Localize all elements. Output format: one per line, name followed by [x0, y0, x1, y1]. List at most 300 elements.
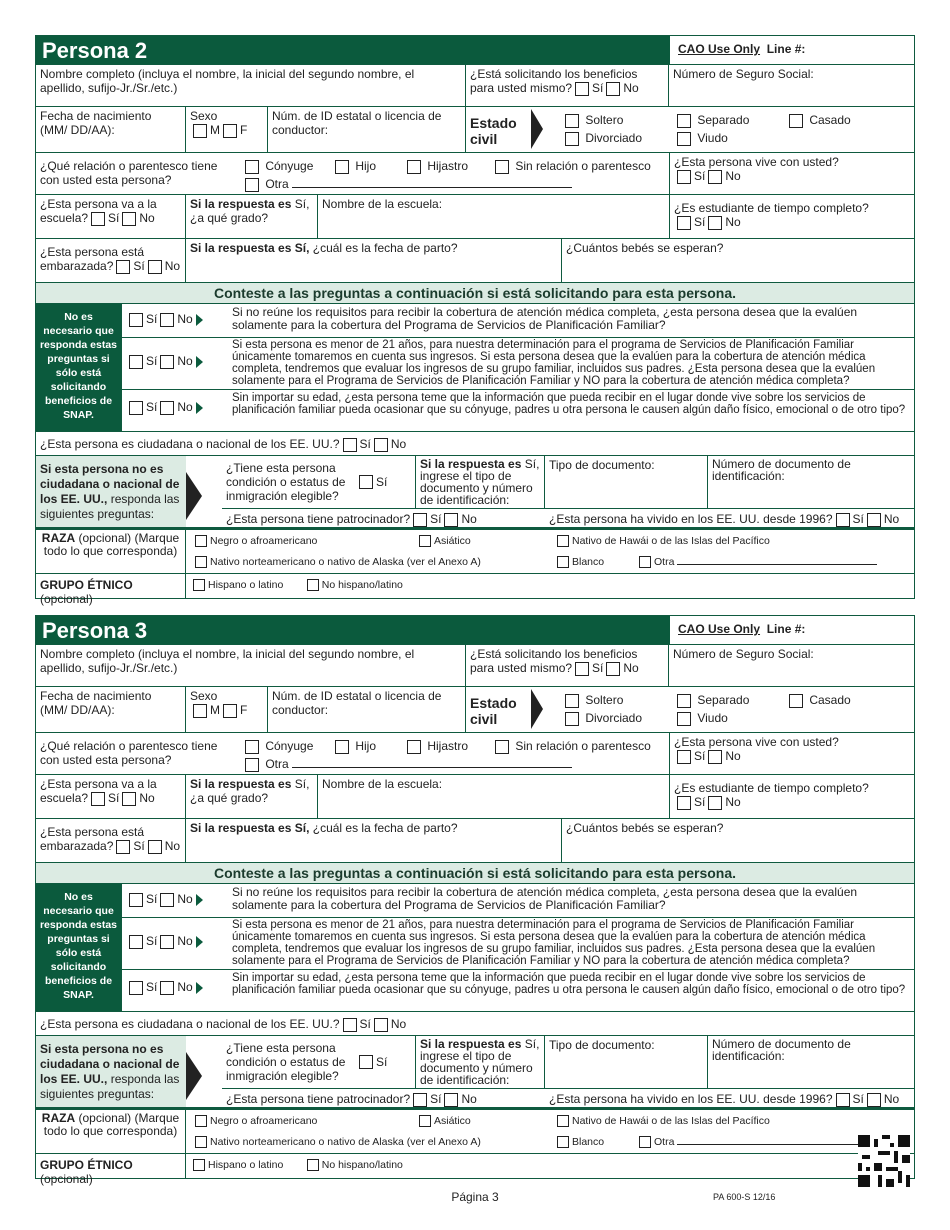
person-section-3 — [35, 615, 915, 1186]
citizen-no-checkbox[interactable] — [374, 438, 388, 452]
yes-label: Sí — [694, 795, 706, 809]
school-label: ¿Esta persona va a la escuela? — [40, 777, 157, 805]
lives-yes-checkbox[interactable] — [677, 750, 691, 764]
race-native-checkbox[interactable] — [195, 556, 207, 568]
ethnic-bold-label: GRUPO ÉTNICO — [40, 578, 133, 592]
applying-yes-checkbox[interactable] — [575, 82, 589, 96]
ifyes-bold-label: Si la respuesta es — [420, 457, 522, 471]
lives-label: ¿Esta persona vive con usted? — [674, 155, 839, 169]
person-title: Persona 2 — [36, 36, 670, 64]
citizen-label: ¿Esta persona es ciudadana o nacional de los EE. UU.? — [40, 1017, 340, 1031]
since1996-label: ¿Esta persona ha vivido en los EE. UU. desde 1996? — [549, 512, 833, 526]
yes-label: Sí — [694, 169, 706, 183]
immigration-question — [222, 1036, 415, 1088]
since1996-no-checkbox[interactable] — [867, 1093, 881, 1107]
race-options — [186, 530, 914, 573]
lives-with-you — [670, 153, 914, 194]
yes-label: Sí — [359, 1017, 371, 1031]
fulltime-no-checkbox[interactable] — [708, 216, 722, 230]
separado-label: Separado — [697, 693, 750, 707]
applying-no-checkbox[interactable] — [606, 662, 620, 676]
grade-bold-label: Si la respuesta es — [190, 777, 292, 791]
sin-relacion-checkbox[interactable] — [495, 740, 509, 754]
race-white-label: Blanco — [572, 556, 605, 568]
due-date-field[interactable] — [186, 819, 562, 862]
q2-text: Si esta persona es menor de 21 años, para nuestra determinación para el programa de Servicios de Planificación Familiar únicamente tomaremos en cuenta sus ingresos. Si esta persona desea que la evalúen para la cobertura de atención médica completa, tendremos que evaluar los ingresos de su grupo familiar, incluidos sus padres. ¿Esta persona desea que la evalúen solamente para el Programa de Servicios de Planificación Familiar y NO para la cobertura de atención médica completa? — [232, 919, 876, 967]
pregnant-no-checkbox[interactable] — [148, 840, 162, 854]
no-label: No — [390, 437, 407, 451]
snap-note: No es necesario que responda estas preguntas si sólo está solicitando beneficios de SNAP. — [36, 304, 122, 431]
conyuge-checkbox[interactable] — [245, 740, 259, 754]
babies-label: ¿Cuántos bebés se esperan? — [566, 821, 724, 835]
yes-label: Sí — [146, 934, 158, 948]
full-name-label: Nombre completo (incluya el nombre, la inicial del segundo nombre, el apellido, sufijo-Jr./Sr./etc.) — [40, 647, 415, 675]
q3-no-checkbox[interactable] — [160, 401, 174, 415]
race-options — [186, 1110, 914, 1153]
otra-input[interactable] — [292, 767, 572, 768]
conyuge-label: Cónyuge — [265, 739, 314, 753]
relationship-question — [36, 733, 670, 774]
yes-label: Sí — [592, 81, 604, 95]
soltero-checkbox[interactable] — [565, 114, 579, 128]
race-asian-checkbox[interactable] — [419, 535, 431, 547]
race-other-label: Otra — [654, 1136, 675, 1148]
soltero-checkbox[interactable] — [565, 694, 579, 708]
sin-relacion-checkbox[interactable] — [495, 160, 509, 174]
school-yes-checkbox[interactable] — [91, 792, 105, 806]
grade-label: Sí, ¿a qué grado? — [190, 777, 310, 805]
doc-type-field[interactable] — [545, 456, 708, 508]
yes-label: Sí — [146, 354, 158, 368]
due-label: ¿cuál es la fecha de parto? — [312, 241, 458, 255]
no-label: No — [177, 312, 193, 326]
school-name-label: Nombre de la escuela: — [322, 197, 443, 211]
sin-relacion-label: Sin relación o parentesco — [515, 159, 651, 173]
q1-no-checkbox[interactable] — [160, 313, 174, 327]
arrow-icon — [196, 356, 203, 368]
ssn-field[interactable] — [669, 65, 914, 106]
noncitizen-note — [36, 1036, 186, 1107]
f-label: F — [240, 123, 248, 137]
casado-label: Casado — [809, 113, 851, 127]
noncitizen-label: responda las siguientes preguntas: — [40, 1072, 180, 1101]
school-name-field[interactable] — [318, 775, 670, 818]
ethnic-bold-label: GRUPO ÉTNICO — [40, 1158, 133, 1172]
divorciado-checkbox[interactable] — [565, 712, 579, 726]
fulltime-question — [670, 195, 914, 238]
relation-label: ¿Qué relación o parentesco tiene con usted esta persona? — [40, 739, 218, 767]
hispanic-checkbox[interactable] — [193, 1159, 205, 1171]
noncitizen-bold-label: Si esta persona no es ciudadana o nacional de los EE. UU., — [40, 462, 180, 506]
ifyes-note — [415, 456, 545, 508]
immig-yes-checkbox[interactable] — [359, 1055, 373, 1069]
school-no-checkbox[interactable] — [122, 212, 136, 226]
grade-label: Sí, ¿a qué grado? — [190, 197, 310, 225]
hijastro-label: Hijastro — [427, 739, 469, 753]
otra-label: Otra — [265, 757, 289, 771]
line-label: Line #: — [766, 622, 806, 636]
q3-yes-checkbox[interactable] — [129, 981, 143, 995]
lives-with-you — [670, 733, 914, 774]
yes-label: Sí — [430, 1092, 442, 1106]
hispanic-checkbox[interactable] — [193, 579, 205, 591]
sponsor-label: ¿Esta persona tiene patrocinador? — [226, 512, 411, 526]
yes-label: Sí — [592, 661, 604, 675]
race-hawaii-checkbox[interactable] — [557, 535, 569, 547]
sex-m-checkbox[interactable] — [193, 704, 207, 718]
doc-number-field[interactable] — [708, 1036, 914, 1088]
hijo-checkbox[interactable] — [335, 160, 349, 174]
ifyes-label: Sí, ingrese el tipo de documento y número de identificación: — [420, 457, 540, 507]
immig-yes-checkbox[interactable] — [359, 475, 373, 489]
since1996-yes-checkbox[interactable] — [836, 1093, 850, 1107]
sex-m-checkbox[interactable] — [193, 124, 207, 138]
ssn-label: Número de Seguro Social: — [673, 647, 814, 661]
applying-label: ¿Está solicitando los beneficios para usted mismo? — [470, 67, 638, 95]
race-asian-label: Asiático — [434, 535, 471, 547]
citizen-yes-checkbox[interactable] — [343, 1018, 357, 1032]
race-white-checkbox[interactable] — [557, 1136, 569, 1148]
due-bold-label: Si la respuesta es Sí, — [190, 241, 310, 255]
citizen-yes-checkbox[interactable] — [343, 438, 357, 452]
no-label: No — [164, 839, 181, 853]
marital-status — [466, 107, 914, 152]
sex-label: Sexo — [190, 689, 218, 703]
pregnant-no-checkbox[interactable] — [148, 260, 162, 274]
soltero-label: Soltero — [585, 693, 624, 707]
no-label: No — [883, 1092, 900, 1106]
arrow-icon — [196, 982, 203, 994]
answer-bar: Conteste a las preguntas a continuación si está solicitando para esta persona. — [36, 283, 914, 304]
cao-use-only — [670, 616, 914, 644]
lives-yes-checkbox[interactable] — [677, 170, 691, 184]
yes-label: Sí — [359, 437, 371, 451]
doc-number-field[interactable] — [708, 456, 914, 508]
due-date-field[interactable] — [186, 239, 562, 282]
school-question — [36, 195, 186, 238]
no-label: No — [725, 749, 741, 763]
noncitizen-label: responda las siguientes preguntas: — [40, 492, 180, 521]
race-white-checkbox[interactable] — [557, 556, 569, 568]
full-name-label: Nombre completo (incluya el nombre, la inicial del segundo nombre, el apellido, sufijo-Jr./Sr./etc.) — [40, 67, 415, 95]
race-white-label: Blanco — [572, 1136, 605, 1148]
otra-label: Otra — [265, 177, 289, 191]
q1-yes-checkbox[interactable] — [129, 893, 143, 907]
race-black-label: Negro o afroamericano — [210, 1115, 318, 1127]
sex-f-checkbox[interactable] — [223, 704, 237, 718]
sponsor-question — [222, 1089, 545, 1110]
race-hawaii-checkbox[interactable] — [557, 1115, 569, 1127]
immig-label: ¿Tiene esta persona condición o estatus de inmigración elegible? — [226, 461, 346, 503]
no-label: No — [177, 354, 193, 368]
arrow-icon — [186, 472, 202, 520]
fulltime-no-checkbox[interactable] — [708, 796, 722, 810]
viudo-label: Viudo — [697, 711, 728, 725]
dob-field[interactable] — [36, 687, 186, 732]
conyuge-label: Cónyuge — [265, 159, 314, 173]
nonhispanic-checkbox[interactable] — [307, 579, 319, 591]
q2-yes-checkbox[interactable] — [129, 355, 143, 369]
no-label: No — [390, 1017, 407, 1031]
due-label: ¿cuál es la fecha de parto? — [312, 821, 458, 835]
sex-field — [186, 107, 268, 152]
race-native-checkbox[interactable] — [195, 1136, 207, 1148]
ethnic-label — [36, 574, 186, 606]
divorciado-checkbox[interactable] — [565, 132, 579, 146]
race-label — [36, 530, 186, 573]
state-id-field[interactable] — [268, 107, 466, 152]
pregnant-label: ¿Esta persona está embarazada? — [40, 825, 145, 853]
pregnant-yes-checkbox[interactable] — [116, 260, 130, 274]
state-id-field[interactable] — [268, 687, 466, 732]
q2-no-checkbox[interactable] — [160, 355, 174, 369]
fulltime-label: ¿Es estudiante de tiempo completo? — [674, 781, 869, 795]
ethnic-label — [36, 1154, 186, 1186]
applying-yes-checkbox[interactable] — [575, 662, 589, 676]
race-asian-checkbox[interactable] — [419, 1115, 431, 1127]
yes-label: Sí — [694, 749, 706, 763]
nonhispanic-checkbox[interactable] — [307, 1159, 319, 1171]
fulltime-yes-checkbox[interactable] — [677, 796, 691, 810]
ethnic-label: (opcional) — [40, 1172, 93, 1186]
race-other-label: Otra — [654, 556, 675, 568]
no-label: No — [725, 169, 741, 183]
arrow-icon — [196, 314, 203, 326]
divorciado-label: Divorciado — [585, 131, 643, 145]
race-label — [36, 1110, 186, 1153]
applying-no-checkbox[interactable] — [606, 82, 620, 96]
person-title: Persona 3 — [36, 616, 670, 644]
hijastro-checkbox[interactable] — [407, 160, 421, 174]
id-num-label: Núm. de ID estatal o licencia de conductor: — [272, 109, 442, 137]
q1-no-checkbox[interactable] — [160, 893, 174, 907]
sex-f-checkbox[interactable] — [223, 124, 237, 138]
lives-no-checkbox[interactable] — [708, 170, 722, 184]
no-label: No — [725, 795, 741, 809]
separado-label: Separado — [697, 113, 750, 127]
race-black-checkbox[interactable] — [195, 1115, 207, 1127]
due-bold-label: Si la respuesta es Sí, — [190, 821, 310, 835]
since1996-yes-checkbox[interactable] — [836, 513, 850, 527]
lives-label: ¿Esta persona vive con usted? — [674, 735, 839, 749]
race-other-input[interactable] — [677, 564, 877, 565]
cao-label: CAO Use Only — [678, 42, 761, 56]
yes-label: Sí — [133, 839, 145, 853]
yes-label: Sí — [430, 512, 442, 526]
otra-checkbox[interactable] — [245, 758, 259, 772]
full-name-field[interactable] — [36, 645, 466, 686]
no-label: No — [461, 512, 477, 526]
otra-input[interactable] — [292, 187, 572, 188]
raza-bold-label: RAZA — [41, 531, 76, 545]
noncitizen-note — [36, 456, 186, 527]
race-black-label: Negro o afroamericano — [210, 535, 318, 547]
person-section-2 — [35, 35, 915, 606]
pregnant-question — [36, 239, 186, 282]
hijo-checkbox[interactable] — [335, 740, 349, 754]
yes-label: Sí — [376, 1055, 388, 1069]
doc-type-label: Tipo de documento: — [549, 1038, 655, 1052]
full-name-field[interactable] — [36, 65, 466, 106]
race-other-checkbox[interactable] — [639, 1136, 651, 1148]
q3-text: Sin importar su edad, ¿esta persona teme que la información que pueda recibir en el lugar donde vive sobre los servicios de planificación familiar pueda ocasionar que su cónyuge, padres u otra persona le causen algún daño físico, emocional o de otro tipo? — [232, 392, 906, 416]
q1-text: Si no reúne los requisitos para recibir la cobertura de atención médica completa, ¿esta persona desea que la evalúen solamente para la cobertura del Programa de Servicios de Planificación Familiar? — [232, 305, 858, 332]
school-no-checkbox[interactable] — [122, 792, 136, 806]
yes-label: Sí — [376, 475, 388, 489]
viudo-checkbox[interactable] — [677, 712, 691, 726]
doc-type-field[interactable] — [545, 1036, 708, 1088]
cao-use-only — [670, 36, 914, 64]
ssn-field[interactable] — [669, 645, 914, 686]
no-label: No — [164, 259, 181, 273]
pregnant-question — [36, 819, 186, 862]
applying-question — [466, 645, 669, 686]
sex-label: Sexo — [190, 109, 218, 123]
since1996-no-checkbox[interactable] — [867, 513, 881, 527]
otra-checkbox[interactable] — [245, 178, 259, 192]
marital-label: Estado civil — [470, 695, 517, 727]
q1-yes-checkbox[interactable] — [129, 313, 143, 327]
race-asian-label: Asiático — [434, 1115, 471, 1127]
sponsor-yes-checkbox[interactable] — [413, 513, 427, 527]
q3-no-checkbox[interactable] — [160, 981, 174, 995]
yes-label: Sí — [852, 512, 864, 526]
sponsor-question — [222, 509, 545, 530]
id-num-label: Núm. de ID estatal o licencia de conductor: — [272, 689, 442, 717]
nonhispanic-label: No hispano/latino — [321, 1159, 403, 1171]
arrow-icon — [531, 109, 543, 149]
school-label: ¿Esta persona va a la escuela? — [40, 197, 157, 225]
yes-label: Sí — [694, 215, 706, 229]
m-label: M — [210, 123, 220, 137]
q2-no-checkbox[interactable] — [160, 935, 174, 949]
viudo-label: Viudo — [697, 131, 728, 145]
hijastro-checkbox[interactable] — [407, 740, 421, 754]
no-label: No — [177, 400, 193, 414]
sponsor-label: ¿Esta persona tiene patrocinador? — [226, 1092, 411, 1106]
q2-text: Si esta persona es menor de 21 años, para nuestra determinación para el programa de Servicios de Planificación Familiar únicamente tomaremos en cuenta sus ingresos. Si esta persona desea que la evalúen para la cobertura de atención médica completa, tendremos que evaluar los ingresos de su grupo familiar, incluidos sus padres. ¿Esta persona desea que la evalúen solamente para el Programa de Servicios de Planificación Familiar y NO para la cobertura de atención médica completa? — [232, 339, 876, 387]
dob-label: Fecha de nacimiento (MM/ DD/AA): — [40, 689, 152, 717]
sponsor-no-checkbox[interactable] — [444, 513, 458, 527]
line-label: Line #: — [766, 42, 806, 56]
q2-yes-checkbox[interactable] — [129, 935, 143, 949]
citizen-question — [36, 432, 410, 455]
casado-checkbox[interactable] — [789, 114, 803, 128]
arrow-icon — [196, 894, 203, 906]
pregnant-label: ¿Esta persona está embarazada? — [40, 245, 145, 273]
no-label: No — [177, 980, 193, 994]
fulltime-label: ¿Es estudiante de tiempo completo? — [674, 201, 869, 215]
no-label: No — [177, 934, 193, 948]
race-hawaii-label: Nativo de Hawái o de las Islas del Pacífico — [572, 535, 770, 547]
yes-label: Sí — [133, 259, 145, 273]
school-name-field[interactable] — [318, 195, 670, 238]
pregnant-yes-checkbox[interactable] — [116, 840, 130, 854]
citizen-no-checkbox[interactable] — [374, 1018, 388, 1032]
no-label: No — [623, 661, 639, 675]
arrow-icon — [531, 689, 543, 729]
fulltime-question — [670, 775, 914, 818]
applying-question — [466, 65, 669, 106]
yes-label: Sí — [146, 312, 158, 326]
grade-field[interactable] — [186, 195, 318, 238]
viudo-checkbox[interactable] — [677, 132, 691, 146]
hijo-label: Hijo — [355, 159, 377, 173]
citizen-question — [36, 1012, 410, 1035]
race-hawaii-label: Nativo de Hawái o de las Islas del Pacífico — [572, 1115, 770, 1127]
no-label: No — [461, 1092, 477, 1106]
conyuge-checkbox[interactable] — [245, 160, 259, 174]
sponsor-no-checkbox[interactable] — [444, 1093, 458, 1107]
race-other-checkbox[interactable] — [639, 556, 651, 568]
q1-text: Si no reúne los requisitos para recibir la cobertura de atención médica completa, ¿esta persona desea que la evalúen solamente para la cobertura del Programa de Servicios de Planificación Familiar? — [232, 885, 858, 912]
school-question — [36, 775, 186, 818]
no-label: No — [139, 791, 155, 805]
doc-num-label: Número de documento de identificación: — [712, 457, 851, 483]
applying-label: ¿Está solicitando los beneficios para usted mismo? — [470, 647, 638, 675]
arrow-icon — [196, 936, 203, 948]
school-name-label: Nombre de la escuela: — [322, 777, 443, 791]
hispanic-label: Hispano o latino — [208, 1159, 284, 1171]
race-black-checkbox[interactable] — [195, 535, 207, 547]
answer-bar: Conteste a las preguntas a continuación si está solicitando para esta persona. — [36, 863, 914, 884]
relationship-question — [36, 153, 670, 194]
citizen-label: ¿Esta persona es ciudadana o nacional de los EE. UU.? — [40, 437, 340, 451]
sponsor-yes-checkbox[interactable] — [413, 1093, 427, 1107]
arrow-icon — [196, 402, 203, 414]
race-other-input[interactable] — [677, 1144, 877, 1145]
separado-checkbox[interactable] — [677, 694, 691, 708]
lives-no-checkbox[interactable] — [708, 750, 722, 764]
yes-label: Sí — [146, 980, 158, 994]
grade-field[interactable] — [186, 775, 318, 818]
casado-label: Casado — [809, 693, 851, 707]
babies-label: ¿Cuántos bebés se esperan? — [566, 241, 724, 255]
no-label: No — [177, 892, 193, 906]
hijastro-label: Hijastro — [427, 159, 469, 173]
noncitizen-bold-label: Si esta persona no es ciudadana o nacional de los EE. UU., — [40, 1042, 180, 1086]
casado-checkbox[interactable] — [789, 694, 803, 708]
qr-code-icon — [858, 1135, 910, 1187]
separado-checkbox[interactable] — [677, 114, 691, 128]
no-label: No — [623, 81, 639, 95]
q3-text: Sin importar su edad, ¿esta persona teme que la información que pueda recibir en el lugar donde vive sobre los servicios de planificación familiar pueda ocasionar que su cónyuge, padres u otra persona le causen algún daño físico, emocional o de otro tipo? — [232, 972, 906, 996]
since1996-question — [545, 1089, 914, 1110]
yes-label: Sí — [146, 892, 158, 906]
snap-note: No es necesario que responda estas preguntas si sólo está solicitando beneficios de SNAP. — [36, 884, 122, 1011]
babies-field[interactable] — [562, 819, 914, 862]
hispanic-label: Hispano o latino — [208, 579, 284, 591]
divorciado-label: Divorciado — [585, 711, 643, 725]
ifyes-bold-label: Si la respuesta es — [420, 1037, 522, 1051]
school-yes-checkbox[interactable] — [91, 212, 105, 226]
ethnic-label: (opcional) — [40, 592, 93, 606]
dob-field[interactable] — [36, 107, 186, 152]
fulltime-yes-checkbox[interactable] — [677, 216, 691, 230]
doc-num-label: Número de documento de identificación: — [712, 1037, 851, 1063]
yes-label: Sí — [146, 400, 158, 414]
raza-label: (opcional) (Marque todo lo que corresponda) — [43, 1111, 180, 1138]
immigration-question — [222, 456, 415, 508]
immig-label: ¿Tiene esta persona condición o estatus de inmigración elegible? — [226, 1041, 346, 1083]
q3-yes-checkbox[interactable] — [129, 401, 143, 415]
ethnic-options — [186, 574, 914, 598]
marital-status — [466, 687, 914, 732]
soltero-label: Soltero — [585, 113, 624, 127]
babies-field[interactable] — [562, 239, 914, 282]
no-label: No — [139, 211, 155, 225]
raza-label: (opcional) (Marque todo lo que corresponda) — [43, 531, 180, 558]
